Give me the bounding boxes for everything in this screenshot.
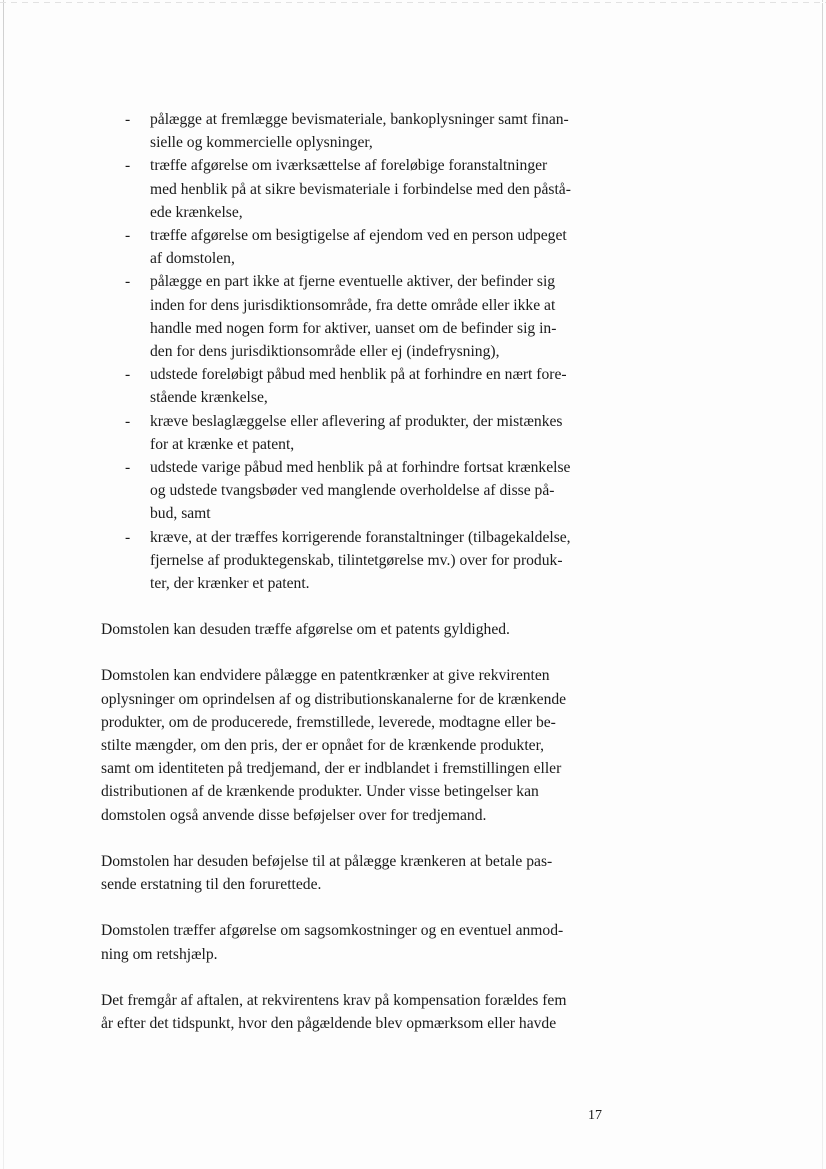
bullet-dash: - <box>125 366 131 384</box>
bullet-line: pålægge en part ikke at fjerne eventuelle aktiver, der befinder sig <box>150 273 556 291</box>
paragraph-line: distributionen af de krænkende produkter. Under visse betingelser kan <box>101 783 539 801</box>
bullet-dash: - <box>125 528 131 546</box>
bullet-dash: - <box>125 157 131 175</box>
bullet-line: ter, der krænker et patent. <box>150 575 310 593</box>
bullet-dash: - <box>125 412 131 430</box>
bullet-line: af domstolen, <box>150 250 235 268</box>
bullet-item <box>125 154 602 224</box>
paragraph-line: produkter, om de producerede, fremstillede, leverede, modtagne eller be- <box>101 713 556 731</box>
bullet-line: ede krænkelse, <box>150 203 243 221</box>
bullet-line: kræve beslaglæggelse eller aflevering af produkter, der mistænkes <box>150 412 563 430</box>
bullet-dash: - <box>125 459 131 477</box>
bullet-line: og udstede tvangsbøder ved manglende overholdelse af disse på- <box>150 482 555 500</box>
bullet-list <box>101 108 602 595</box>
bullet-line: bud, samt <box>150 505 211 523</box>
paragraph-line: Domstolen kan desuden træffe afgørelse om et patents gyldighed. <box>101 621 510 639</box>
bullet-line: træffe afgørelse om iværksættelse af foreløbige foranstaltninger <box>150 157 548 175</box>
paragraph-line: Domstolen har desuden beføjelse til at pålægge krænkeren at betale pas- <box>101 852 553 870</box>
body-text <box>101 108 602 1035</box>
bullet-line: den for dens jurisdiktionsområde eller ej (indefrysning), <box>150 343 500 361</box>
paragraph <box>101 618 602 641</box>
bullet-line: træffe afgørelse om besigtigelse af ejendom ved en person udpeget <box>150 227 567 245</box>
scan-edge-left <box>3 0 4 1169</box>
bullet-line: stående krænkelse, <box>150 389 268 407</box>
paragraph <box>101 989 602 1035</box>
paragraph-line: Domstolen træffer afgørelse om sagsomkostninger og en eventuel anmod- <box>101 922 564 940</box>
bullet-dash: - <box>125 273 131 291</box>
paragraph-line: år efter det tidspunkt, hvor den pågældende blev opmærksom eller havde <box>101 1014 557 1032</box>
bullet-dash: - <box>125 227 131 245</box>
bullet-line: udstede foreløbigt påbud med henblik på at forhindre en nært fore- <box>150 366 567 384</box>
paragraph-line: ning om retshjælp. <box>101 945 218 963</box>
bullet-item <box>125 456 602 526</box>
bullet-item <box>125 224 602 270</box>
paragraph-line: Det fremgår af aftalen, at rekvirentens krav på kompensation forældes fem <box>101 991 567 1009</box>
bullet-item <box>125 108 602 154</box>
bullet-item <box>125 410 602 456</box>
paragraph <box>101 664 602 826</box>
bullet-item <box>125 526 602 596</box>
scan-edge-top <box>0 2 826 3</box>
page-number: 17 <box>588 1108 602 1123</box>
bullet-line: kræve, at der træffes korrigerende foranstaltninger (tilbagekaldelse, <box>150 528 571 546</box>
paragraph-line: sende erstatning til den forurettede. <box>101 876 322 894</box>
bullet-line: udstede varige påbud med henblik på at forhindre fortsat krænkelse <box>150 459 571 477</box>
paragraph-line: oplysninger om oprindelsen af og distributionskanalerne for de krænkende <box>101 690 567 708</box>
bullet-dash: - <box>125 111 131 128</box>
bullet-line: handle med nogen form for aktiver, uanset om de befinder sig in- <box>150 319 557 337</box>
bullet-line: for at krænke et patent, <box>150 435 295 453</box>
paragraph-line: domstolen også anvende disse beføjelser over for tredjemand. <box>101 806 487 824</box>
paragraph <box>101 850 602 896</box>
bullet-item <box>125 363 602 409</box>
scan-edge-right <box>822 0 823 1169</box>
bullet-item <box>125 270 602 363</box>
paragraph-line: samt om identiteten på tredjemand, der er indblandet i fremstillingen eller <box>101 760 562 778</box>
bullet-line: inden for dens jurisdiktionsområde, fra dette område eller ikke at <box>150 296 556 314</box>
bullet-line: fjernelse af produktegenskab, tilintetgørelse mv.) over for produk- <box>150 551 563 569</box>
paragraph-line: stilte mængder, om den pris, der er opnået for de krænkende produkter, <box>101 737 545 755</box>
paragraph-block <box>101 618 602 1035</box>
bullet-line: pålægge at fremlægge bevismateriale, bankoplysninger samt finan- <box>150 111 569 128</box>
paragraph <box>101 919 602 965</box>
bullet-line: sielle og kommercielle oplysninger, <box>150 134 373 152</box>
bullet-line: med henblik på at sikre bevismateriale i forbindelse med den påstå- <box>150 180 571 198</box>
paragraph-line: Domstolen kan endvidere pålægge en patentkrænker at give rekvirenten <box>101 667 550 685</box>
